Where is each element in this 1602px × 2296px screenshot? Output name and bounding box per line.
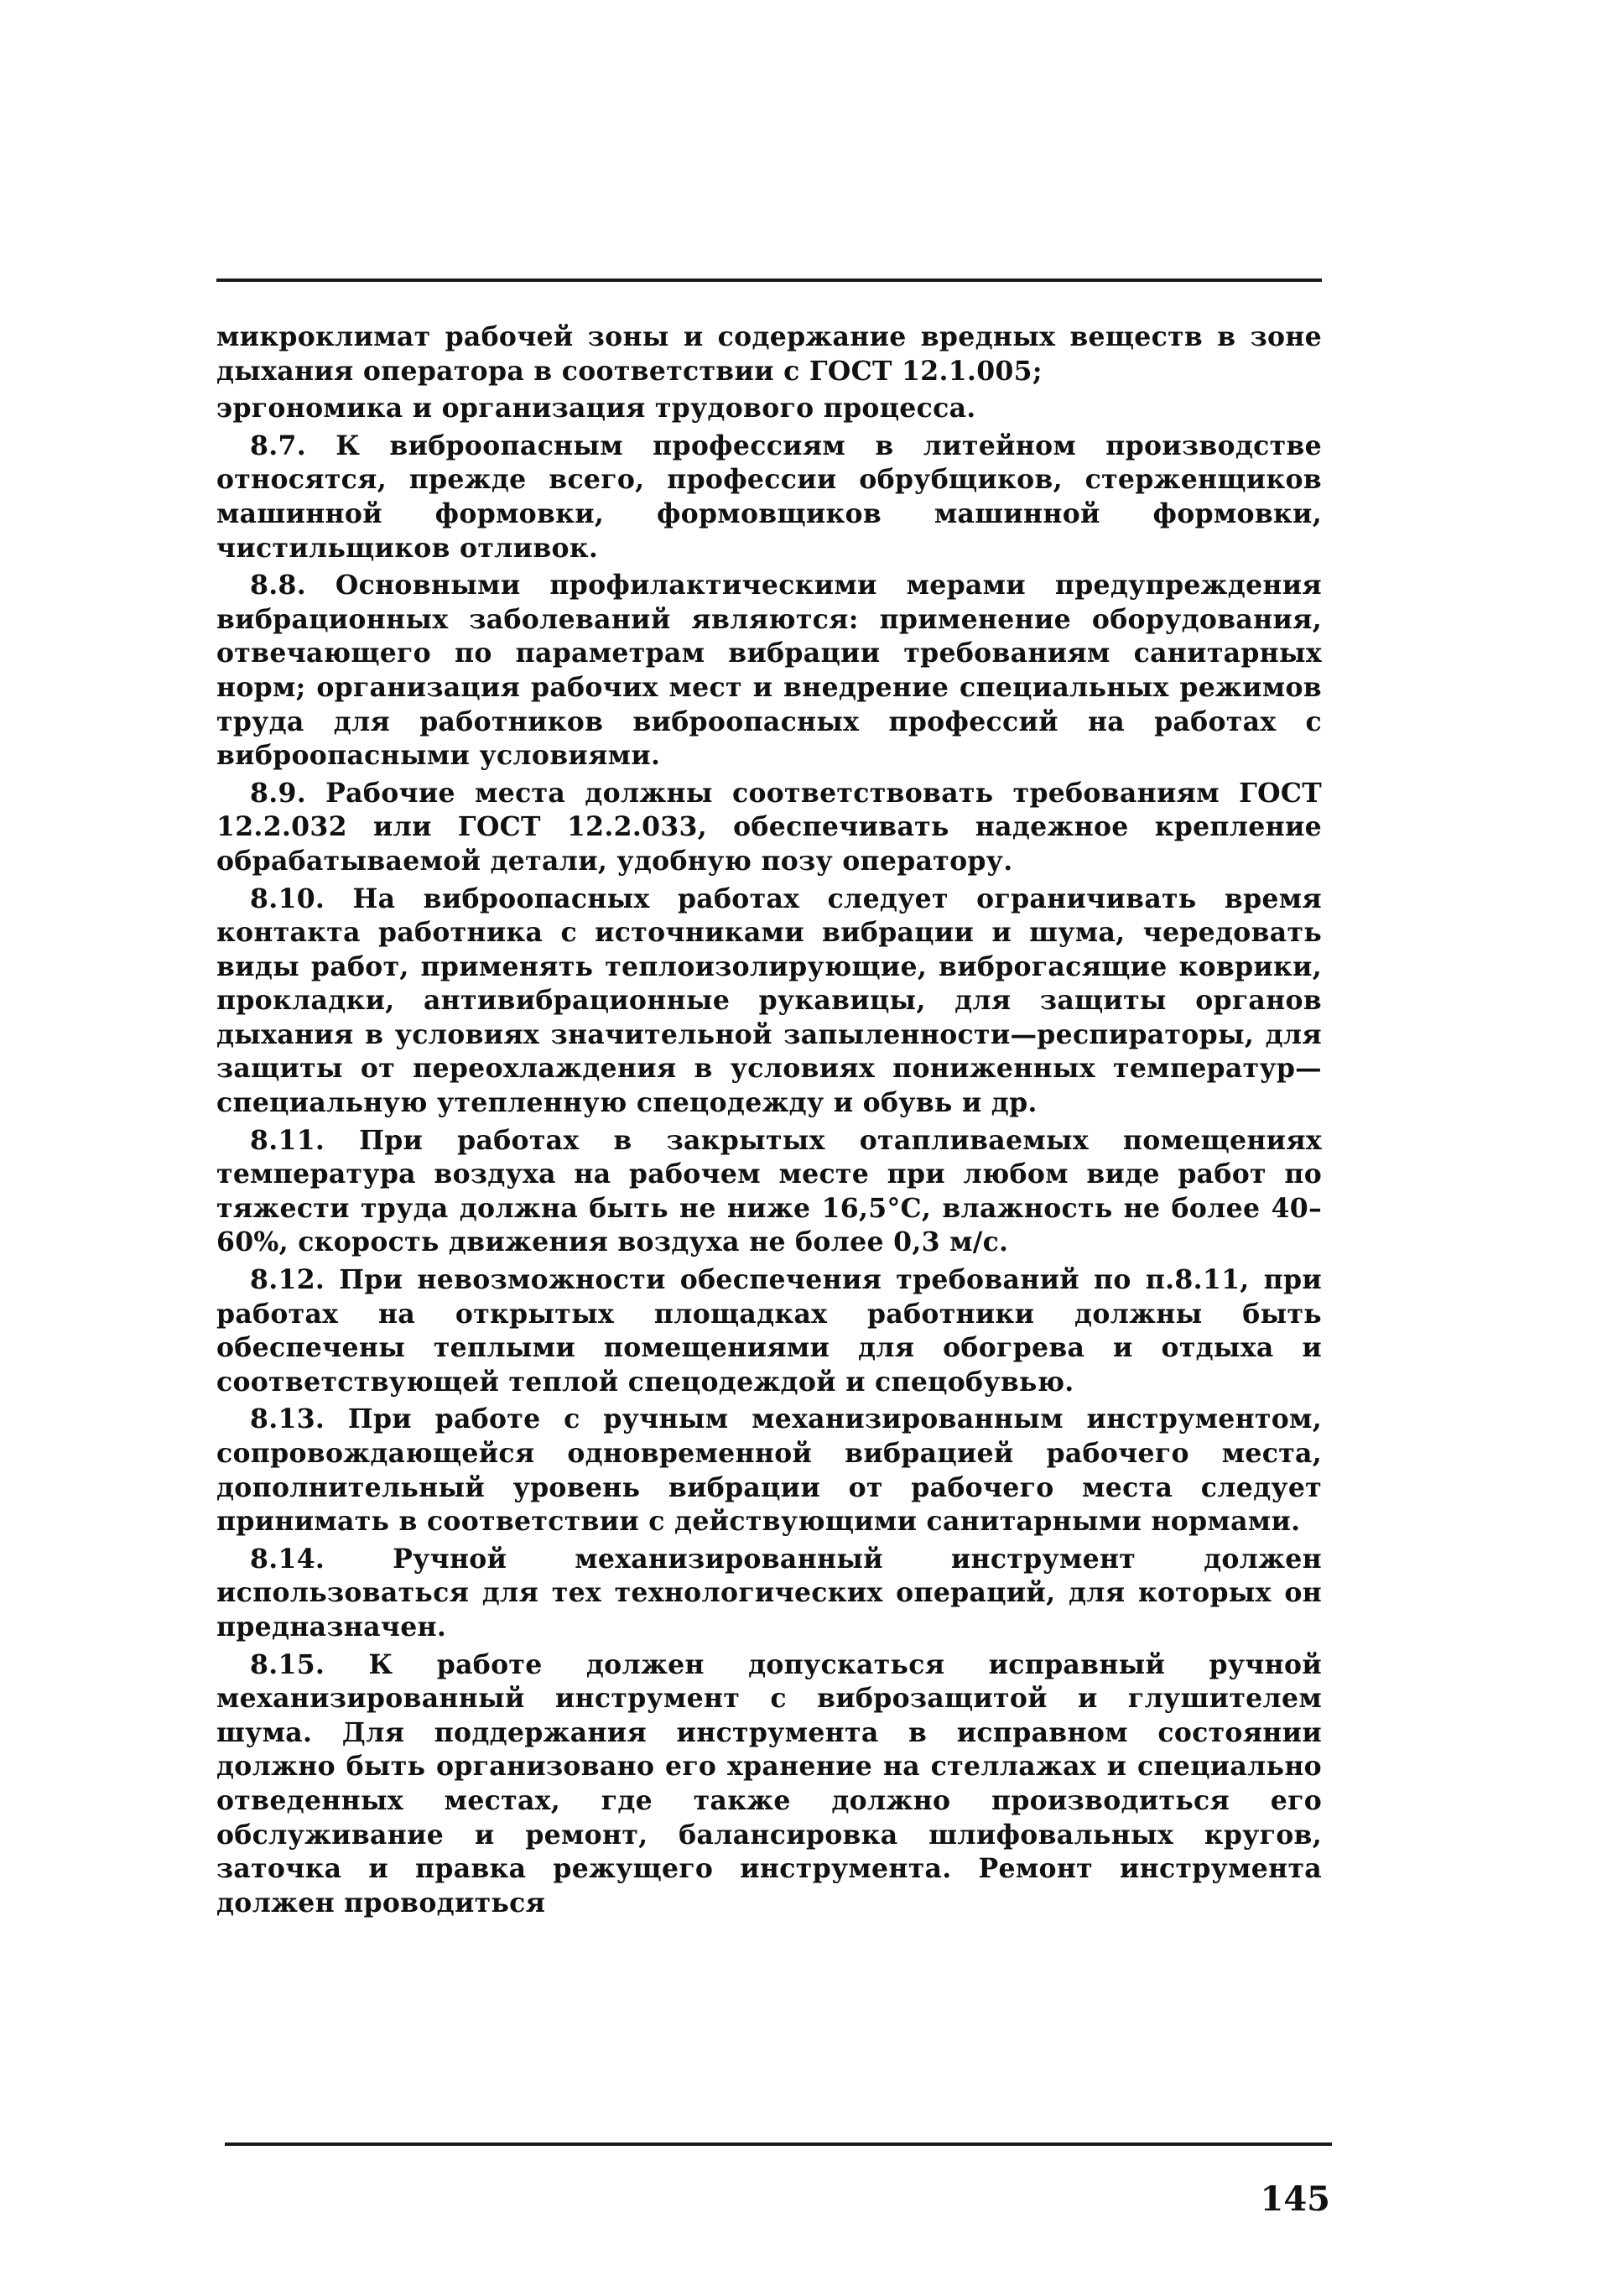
paragraph-ergonomics: эргономика и организация трудового процесса.	[216, 393, 976, 424]
paragraph-8-15: 8.15. К работе должен допускаться исправный ручной механизированный инструмент с виброзащитой и глушителем шума. Для поддержания инструмента в исправном состоянии должно быть организовано его хранение на стеллажах и специально отведенных местах, где также должно производиться его обслуживание и ремонт, балансировка шлифовальных кругов, заточка и правка режущего инструмента. Ремонт инструмента должен проводиться	[216, 1648, 1322, 1919]
bottom-rule	[225, 2142, 1332, 2146]
paragraph-8-13: 8.13. При работе с ручным механизированным инструментом, сопровождающейся одновременной вибрацией рабочего места, дополнительный уровень вибрации от рабочего места следует принимать в соответствии с действующими санитарными нормами.	[216, 1403, 1322, 1538]
body-text	[216, 320, 1322, 1924]
paragraph-8-7: 8.7. К виброопасным профессиям в литейном производстве относятся, прежде всего, профессии обрубщиков, стерженщиков машинной формовки, формовщиков машинной формовки, чистильщиков отливок.	[216, 430, 1322, 564]
paragraph-8-14: 8.14. Ручной механизированный инструмент должен использоваться для тех технологических операций, для которых он предназначен.	[216, 1543, 1322, 1643]
paragraph-8-10: 8.10. На виброопасных работах следует ограничивать время контакта работника с источниками вибрации и шума, чередовать виды работ, применять теплоизолирующие, виброгасящие коврики, прокладки, антивибрационные рукавицы, для защиты органов дыхания в условиях значительной запыленности—респираторы, для защиты от переохлаждения в условиях пониженных температур—специальную утепленную спецодежду и обувь и др.	[216, 882, 1322, 1119]
paragraph-8-8: 8.8. Основными профилактическими мерами предупреждения вибрационных заболеваний являются: применение оборудования, отвечающего по параметрам вибрации требованиям санитарных норм; организация рабочих мест и внедрение специальных режимов труда для работников виброопасных профессий на работах с виброопасными условиями.	[216, 570, 1322, 772]
top-rule	[216, 279, 1322, 282]
paragraph-8-11: 8.11. При работах в закрытых отапливаемых помещениях температура воздуха на рабочем месте при любом виде работ по тяжести труда должна быть не ниже 16,5°С, влажность не более 40–60%, скорость движения воздуха не более 0,3 м/с.	[216, 1124, 1322, 1258]
paragraph-8-12: 8.12. При невозможности обеспечения требований по п.8.11, при работах на открытых площадках работники должны быть обеспечены теплыми помещениями для обогрева и отдыха и соответствующей теплой спецодеждой и спецобувью.	[216, 1264, 1322, 1398]
paragraph-continuation: микроклимат рабочей зоны и содержание вредных веществ в зоне дыхания оператора в соответствии с ГОСТ 12.1.005;	[216, 321, 1322, 387]
paragraph-8-9: 8.9. Рабочие места должны соответствовать требованиям ГОСТ 12.2.032 или ГОСТ 12.2.033, обеспечивать надежное крепление обрабатываемой детали, удобную позу оператору.	[216, 777, 1322, 877]
page-number: 145	[1260, 2179, 1330, 2219]
